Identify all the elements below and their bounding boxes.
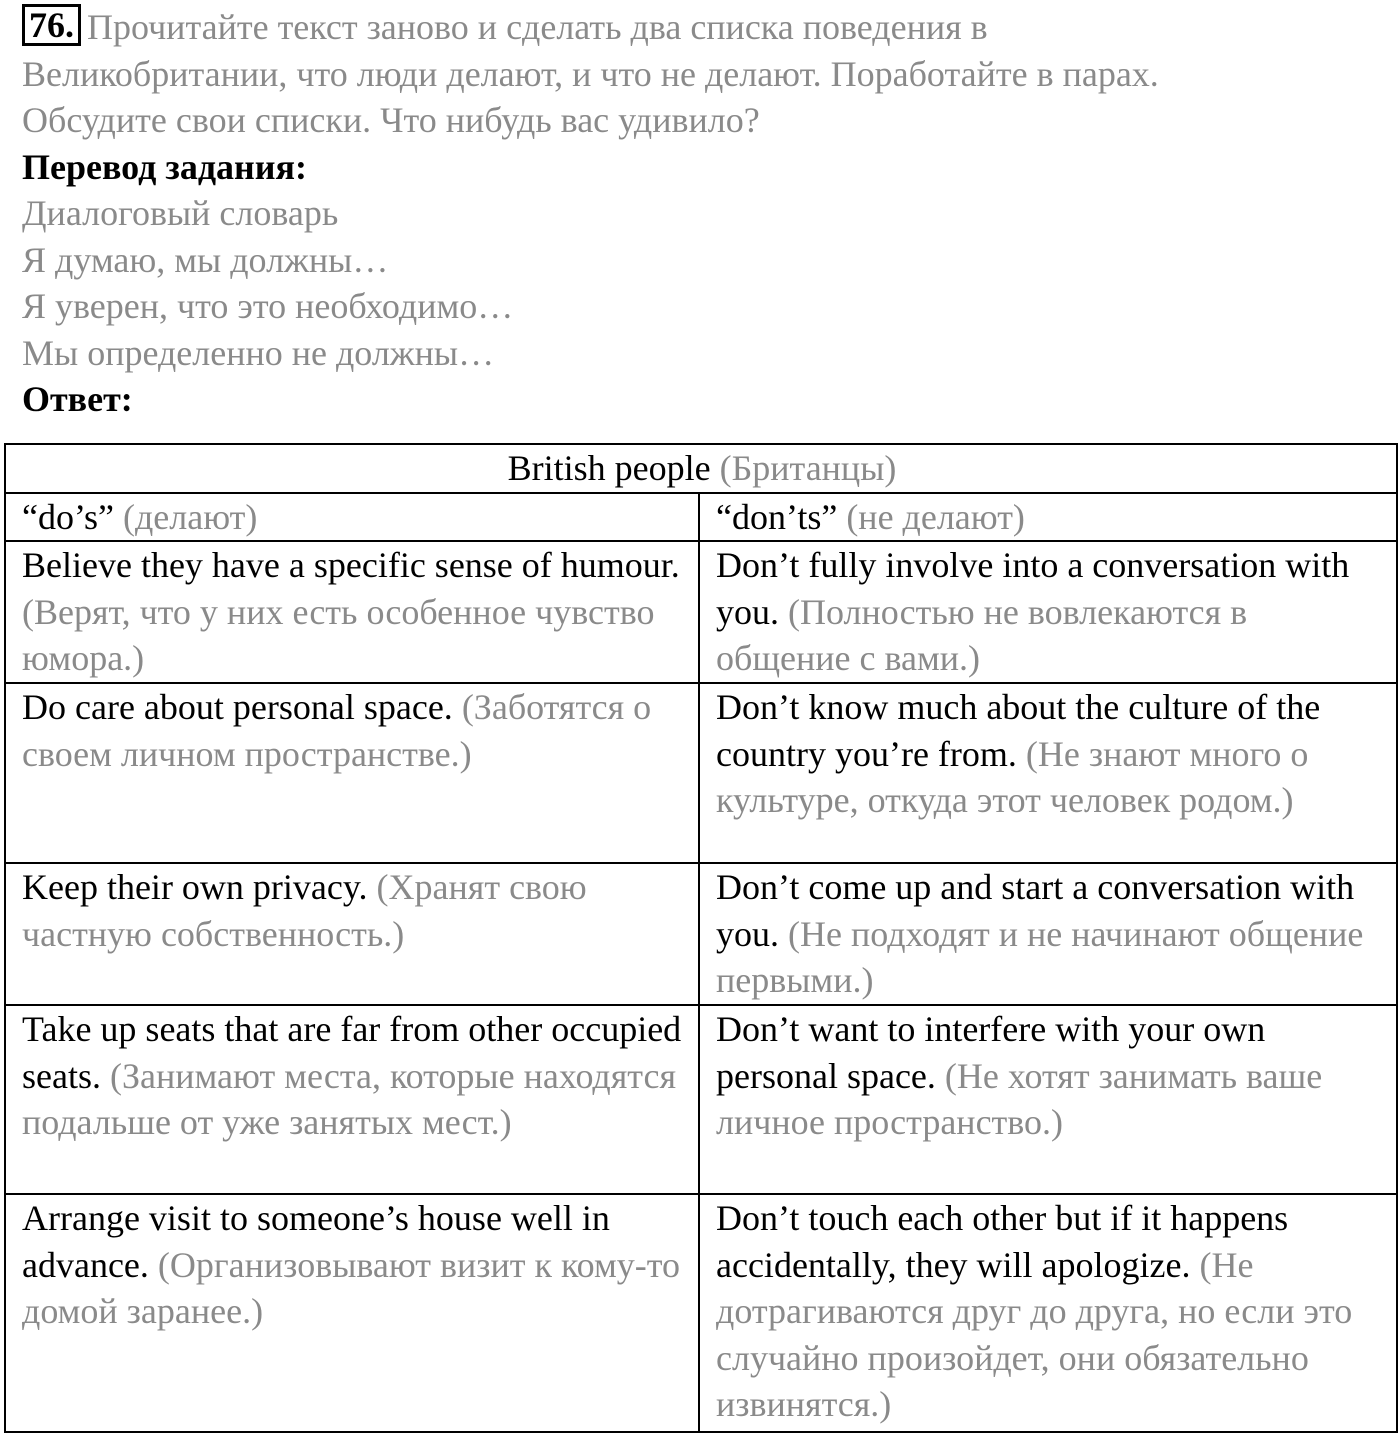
dos-text-ru: (Занимают места, которые находятся подальше от уже занятых мест.)	[22, 1055, 676, 1142]
dos-cell	[5, 1194, 699, 1432]
donts-text-en: Don’t want to interfere with your own personal space.	[716, 1009, 1266, 1096]
donts-text-ru: (Полностью не вовлекаются в общение с вами.)	[716, 591, 1248, 678]
exercise-block	[22, 4, 1392, 423]
dos-cell	[5, 1005, 699, 1194]
translation-heading: Перевод задания:	[22, 146, 307, 187]
translation-line: Я думаю, мы должны…	[22, 239, 389, 280]
column-header-dos-ru: (делают)	[122, 496, 258, 537]
dos-text-en: Believe they have a specific sense of humour.	[22, 545, 680, 585]
donts-cell	[699, 541, 1397, 683]
table-header-row	[5, 493, 1397, 542]
table-row	[5, 1005, 1397, 1194]
task-line-3: Обсудите свои списки. Что нибудь вас удивило?	[22, 100, 760, 140]
dos-cell	[5, 541, 699, 683]
dos-text-ru: (Организовывают визит к кому-то домой заранее.)	[22, 1244, 681, 1331]
table-title-en: British people	[507, 448, 711, 488]
dos-text-en: Keep their own privacy.	[22, 867, 368, 907]
dos-donts-table	[4, 443, 1398, 1433]
donts-text-ru: (Не знают много о культуре, откуда этот человек родом.)	[716, 733, 1309, 820]
dos-text-en: Arrange visit to someone’s house well in advance.	[22, 1198, 610, 1285]
donts-text-en: Don’t touch each other but if it happens accidentally, they will apologize.	[716, 1198, 1289, 1285]
task-line-1	[22, 4, 1392, 51]
column-header-donts	[699, 493, 1397, 542]
translation-line: Мы определенно не должны…	[22, 332, 495, 373]
dos-text-en: Take up seats that are far from other occupied seats.	[22, 1009, 682, 1096]
dos-cell	[5, 863, 699, 1005]
translation-line: Диалоговый словарь	[22, 193, 339, 233]
column-header-dos-en: “do’s”	[22, 496, 114, 537]
donts-text-en: Don’t fully involve into a conversation with you.	[716, 545, 1350, 632]
donts-cell	[699, 1194, 1397, 1432]
task-line-2: Великобритании, что люди делают, и что не делают. Поработайте в парах.	[22, 53, 1159, 94]
donts-cell	[699, 863, 1397, 1005]
table-row	[5, 541, 1397, 683]
table-row	[5, 863, 1397, 1005]
donts-text-ru: (Не подходят и не начинают общение первыми.)	[716, 913, 1364, 1000]
translation-line: Я уверен, что это необходимо…	[22, 286, 514, 326]
exercise-number: 76.	[22, 4, 81, 46]
dos-text-ru: (Хранят свою частную собственность.)	[22, 867, 587, 954]
dos-text-ru: (Заботятся о своем личном пространстве.)	[22, 687, 652, 774]
dos-cell	[5, 683, 699, 863]
dos-text-ru: (Верят, что у них есть особенное чувство юмора.)	[22, 591, 655, 678]
donts-cell	[699, 683, 1397, 863]
donts-cell	[699, 1005, 1397, 1194]
donts-text-ru: (Не дотрагиваются друг до друга, но если это случайно произойдет, они обязательно извинятся.)	[716, 1244, 1353, 1424]
table-title-ru: (Британцы)	[719, 448, 897, 488]
donts-text-en: Don’t come up and start a conversation with you.	[716, 867, 1355, 954]
column-header-dos	[5, 493, 699, 542]
table-title-row	[5, 444, 1397, 493]
answer-heading: Ответ:	[22, 379, 133, 419]
donts-text-en: Don’t know much about the culture of the country you’re from.	[716, 687, 1321, 774]
task-text-1: Прочитайте текст заново и сделать два списка поведения в	[87, 7, 988, 47]
column-header-donts-en: “don’ts”	[716, 496, 838, 537]
table-row	[5, 1194, 1397, 1432]
column-header-donts-ru: (не делают)	[846, 496, 1025, 537]
table-title	[5, 444, 1397, 493]
table-row	[5, 683, 1397, 863]
dos-text-en: Do care about personal space.	[22, 687, 453, 727]
donts-text-ru: (Не хотят занимать ваше личное пространство.)	[716, 1055, 1323, 1142]
